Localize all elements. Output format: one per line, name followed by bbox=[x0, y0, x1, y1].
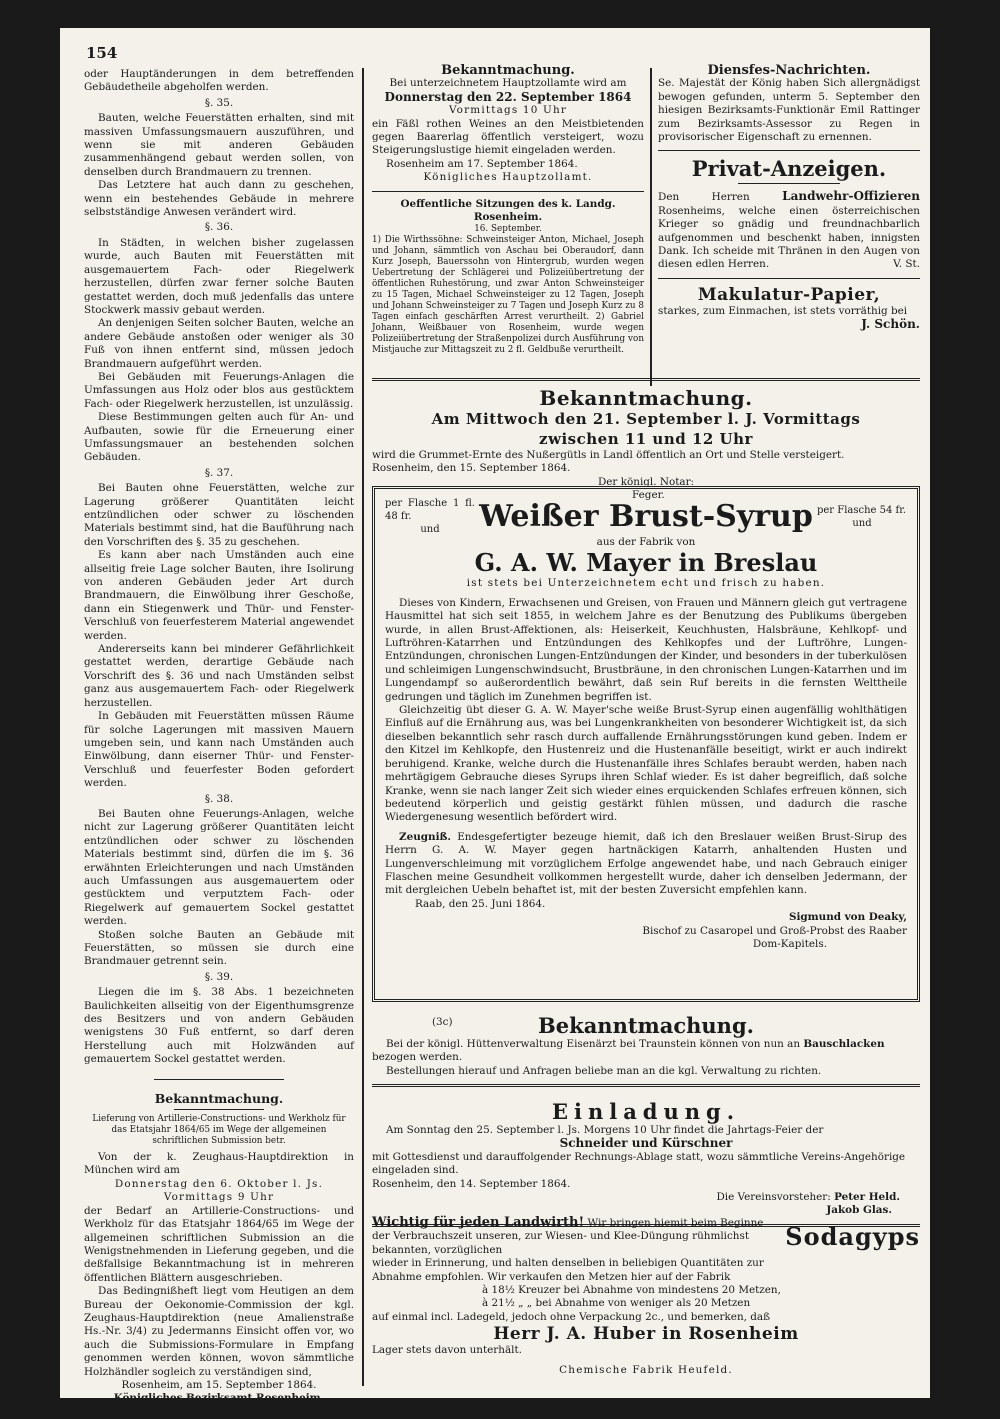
price-conjunction: und bbox=[852, 517, 872, 529]
customs-time: Vormittags 10 Uhr bbox=[448, 104, 568, 117]
fertilizer-text: Wir bringen hiemit beim Beginne der Verbrauchszeit unseren, zur Wiesen- und Klee-Düngung rühmlichst bekannten, vorzüglichen bbox=[372, 1217, 764, 1256]
thanks-ad bbox=[658, 190, 920, 271]
fertilizer-text: auf einmal incl. Ladegeld, jedoch ohne Verpackung 2c., und bemerken, daß bbox=[372, 1310, 771, 1323]
wastepaper-title: Makulatur-Papier, bbox=[697, 284, 881, 305]
syrup-maker: G. A. W. Mayer in Breslau bbox=[474, 548, 818, 578]
testimonial-place-date: Raab, den 25. Juni 1864. bbox=[415, 897, 546, 910]
notice-paragraph: Das Bedingnißheft liegt vom Heutigen an dem Bureau der Oekonomie-Commission der kgl. Zeughaus-Hauptdirektion (neue Amalienstraße Hs.-Nr. 3/4) zu Jedermanns Einsicht offen vor, wo auch die Submissions-Formulare in Empfang genommen werden können, wovon sämmtliche Holzhändler sogleich zu verständigen sind, bbox=[84, 1285, 354, 1378]
syrup-advertisement bbox=[372, 486, 920, 1002]
signature-name: Peter Held. bbox=[834, 1191, 900, 1204]
slag-text-part: Bei der königl. Hüttenverwaltung Eisenärzt bei Traunstein können von nun an bbox=[386, 1038, 801, 1050]
auction-signature: Feger. bbox=[632, 489, 665, 502]
divider bbox=[658, 150, 920, 151]
section-36-paragraph: Bei Gebäuden mit Feuerungs-Anlagen die Umfassungen aus Holz oder blos aus gestücktem Fach- oder Riegelwerk herzustellen, ist unzulässig. bbox=[84, 370, 354, 410]
fertilizer-text: Lager stets davon unterhält. bbox=[372, 1344, 522, 1357]
notice-time: Vormittags 9 Uhr bbox=[163, 1191, 275, 1204]
section-36-paragraph: In Städten, in welchen bisher zugelassen wurde, auch Bauten mit Feuerstätten mit ausgemauertem Fach- oder Riegelwerk herzustellen, dürfen zwar ferner solche Bauten gestattet werden, doch muß jedenfalls das untere Stockwerk massiv gebaut werden. bbox=[84, 236, 354, 316]
invitation-text: mit Gottesdienst und darauffolgender Rechnungs-Ablage statt, wozu sämmtliche Vereins-Angehörige eingeladen sind. bbox=[372, 1150, 906, 1177]
page-number: 154 bbox=[86, 44, 118, 62]
fertilizer-price: à 21½ „ „ bei Abnahme von weniger als 20 Metzen bbox=[482, 1297, 751, 1310]
divider bbox=[372, 378, 920, 381]
court-sessions-title: Oeffentliche Sitzungen des k. Landg. Rosenheim. bbox=[400, 197, 616, 224]
syrup-price-right bbox=[817, 504, 907, 530]
invitation-place-date: Rosenheim, den 14. September 1864. bbox=[372, 1177, 571, 1190]
divider bbox=[372, 191, 644, 192]
notice-signature: Christoph, k. Bezirksamtmann. bbox=[137, 1405, 301, 1418]
section-37-heading: §. 37. bbox=[204, 466, 234, 479]
divider bbox=[154, 1079, 284, 1080]
testimonial-label: Zeugniß. bbox=[399, 830, 452, 843]
slag-number: (3c) bbox=[432, 1016, 453, 1028]
fertilizer-body bbox=[372, 1216, 920, 1377]
auction-date: Am Mittwoch den 21. September l. J. Vormittags bbox=[431, 410, 861, 428]
syrup-price-left bbox=[385, 497, 475, 536]
invitation-title: Einladung. bbox=[551, 1099, 741, 1124]
syrup-availability: ist stets bei Unterzeichnetem echt und frisch zu haben. bbox=[466, 577, 826, 590]
section-38-paragraph: Bei Bauten ohne Feuerungs-Anlagen, welche nicht zur Lagerung größerer Quantitäten leicht entzündlichen oder schwer zu löschenden Materials bestimmt sind, dürfen die im §. 36 erwähnten Erleichterungen und nach Umständen auch Umfassungen aus ausgemauertem oder gestücktem und verputztem Fach- oder Riegelwerk auf gemauertem Sockel gestattet werden. bbox=[84, 807, 354, 928]
divider bbox=[738, 183, 840, 184]
customs-text: ein Fäßl rothen Weines an den Meistbietenden gegen Baarerlag öffentlich versteigert, wozu Steigerungslustige hiemit eingeladen werden. bbox=[372, 117, 644, 157]
section-37-paragraph: Bei Bauten ohne Feuerstätten, welche zur Lagerung größerer Quantitäten leicht entzündlichen oder schwer zu löschenden Materials bestimmt sind, hat die Bauführung nach den Vorschriften des §. 35 zu geschehen. bbox=[84, 482, 354, 548]
thanks-signature: V. St. bbox=[893, 258, 920, 271]
testimonial-signature: Sigmund von Deaky, bbox=[788, 911, 907, 924]
customs-signature: Königliches Hauptzollamt. bbox=[423, 171, 593, 184]
section-35-paragraph: Das Letztere hat auch dann zu geschehen, wenn ein bestehendes Gebäude in mehrere selbstständige Anwesen verändert wird. bbox=[84, 179, 354, 219]
customs-date: Donnerstag den 22. September 1864 bbox=[384, 89, 632, 104]
auction-notary: Der königl. Notar: bbox=[597, 475, 695, 488]
price-label: per Flasche 54 fr. bbox=[816, 504, 907, 516]
testimonial-signature-title: Dom-Kapitels. bbox=[752, 937, 827, 950]
section-39-paragraph: Liegen die im §. 38 Abs. 1 bezeichneten Baulichkeiten allseitig von der Eigenthumsgrenze des Besitzers und von andern Gebäuden wenigstens 30 Fuß entfernt, so darf deren Herstellung auch mit Holzwänden auf gemauertem Sockel gestattet werden. bbox=[84, 986, 354, 1066]
syrup-paragraph: Gleichzeitig übt dieser G. A. W. Mayer'sche weiße Brust-Syrup einen augenfällig wohlthätigen Einfluß auf die Ernährung aus, was bei Lungenkrankheiten von besonderer Wichtigkeit ist, da sich dieselben bekanntlich sehr rasch durch auffallende Ernährungsstörungen kund geben. Indem er den Kitzel im Kehlkopfe, den Hustenreiz und die Hustenanfälle beseitigt, wirkt er auch indirekt beruhigend. Kranke, welche durch die Hustenanfälle ihres Schlafes beraubt werden, haben nach mehrtägigem Gebrauche dieses Syrups ihren Schlaf wieder. Es ist daher begreiflich, daß solche Kranke, wenn sie nach langer Zeit sich wieder eines erquickenden Schlafes erfreuen können, sich bedeutend körperlich und geistig gestärkt fühlen müssen, und dadurch die rasche Wiedergenesung wesentlich befördert wird. bbox=[385, 704, 907, 824]
testimonial-text: Endesgefertigter bezeuge hiemit, daß ich den Breslauer weißen Brust-Sirup des Herrn G. A. W. Mayer gegen hartnäckigen Katarrh, anhaltenden Husten und Lungenverschleimung mit vorzüglichem Erfolge angewendet habe, und nach Gebrauch einiger Flaschen meine Gesundheit vollkommen hergestellt wurde, daher ich denselben Jedermann, der mit dergleichen Uebeln behaftet ist, mit der besten Zuversicht empfehlen kann. bbox=[385, 830, 907, 897]
signature-name: Jakob Glas. bbox=[826, 1204, 892, 1217]
slag-product: Bauschlacken bbox=[803, 1038, 885, 1050]
customs-place-date: Rosenheim am 17. September 1864. bbox=[386, 157, 578, 170]
court-sessions-date: 16. September. bbox=[474, 224, 542, 235]
notice-paragraph: der Bedarf an Artillerie-Constructions- und Werkholz für das Etatsjahr 1864/65 im Wege der allgemeinen schriftlichen Submission an die Wenigstnehmenden in Lieferung gegeben, und die deßfallsige Bekanntmachung ist in mehreren öffentlichen Blättern ausgeschrieben. bbox=[84, 1204, 354, 1284]
intro-text: oder Hauptänderungen in dem betreffenden Gebäudetheile abgeholfen werden. bbox=[84, 68, 354, 94]
section-37-paragraph: In Gebäuden mit Feuerstätten müssen Räume für solche Lagerungen mit massiven Mauern umgeben sein, und kann nach Umständen auch Einwölbung, dann eiserner Thür- und Fenster-Verschluß und feuerfester Boden gefordert werden. bbox=[84, 710, 354, 790]
fertilizer-price: à 18½ Kreuzer bei Abnahme von mindestens 20 Metzen, bbox=[482, 1284, 781, 1297]
fertilizer-advertisement bbox=[372, 1216, 920, 1377]
customs-title: Bekanntmachung. bbox=[441, 63, 575, 78]
section-38-paragraph: Stoßen solche Bauten an Gebäude mit Feuerstätten, so müssen sie durch eine Brandmauer getrennt sein. bbox=[84, 928, 354, 968]
notice-date: Donnerstag den 6. Oktober l. Js. bbox=[114, 1177, 324, 1190]
customs-text: Bei unterzeichnetem Hauptzollamte wird am bbox=[389, 77, 627, 90]
fertilizer-dealer: Herr J. A. Huber in Rosenheim bbox=[493, 1324, 799, 1345]
slag-text: Bestellungen hierauf und Anfragen beliebe man an die kgl. Verwaltung zu richten. bbox=[386, 1064, 822, 1077]
thanks-intro: Den Herren bbox=[658, 191, 750, 204]
section-36-heading: §. 36. bbox=[204, 221, 234, 234]
syrup-from: aus der Fabrik von bbox=[596, 536, 696, 548]
newspaper-page bbox=[60, 28, 930, 1418]
column-rule bbox=[362, 68, 364, 1386]
section-35-heading: §. 35. bbox=[204, 96, 234, 109]
wastepaper-signature: J. Schön. bbox=[861, 317, 920, 332]
private-ads-title: Privat-Anzeigen. bbox=[691, 156, 887, 182]
auction-time: zwischen 11 und 12 Uhr bbox=[539, 430, 753, 448]
notice-subject: Lieferung von Artillerie-Constructions- und Werkholz für das Etatsjahr 1864/65 im Wege der allgemeinen schriftlichen Submission betr. bbox=[92, 1114, 346, 1147]
price-conjunction: und bbox=[420, 524, 440, 535]
section-36-paragraph: Diese Bestimmungen gelten auch für An- und Aufbauten, sowie für die Erneuerung einer Umfassungsmauer an bestehenden solchen Gebäuden. bbox=[84, 411, 354, 464]
appointments-title: Diensfes-Nachrichten. bbox=[707, 63, 871, 78]
slag-text bbox=[372, 1038, 920, 1065]
right-column-top bbox=[658, 64, 920, 332]
auction-place-date: Rosenheim, den 15. September 1864. bbox=[372, 462, 571, 475]
wastepaper-text: starkes, zum Einmachen, ist stets vorräthig bei bbox=[658, 304, 908, 317]
divider bbox=[658, 278, 920, 279]
notice-place-date: Rosenheim, am 15. September 1864. bbox=[121, 1378, 317, 1391]
slag-notice bbox=[372, 1014, 920, 1093]
fertilizer-headline: Wichtig für jeden Landwirth! bbox=[372, 1215, 585, 1230]
notice-title: Bekanntmachung. bbox=[154, 1090, 284, 1106]
auction-text: wird die Grummet-Ernte des Nußergütls in Landl öffentlich an Ort und Stelle versteigert. bbox=[372, 449, 845, 461]
court-sessions-text: 1) Die Wirthssöhne: Schweinsteiger Anton, Michael, Joseph und Johann, sämmtlich von Aschau bei Oberaudorf, dann Kurz Joseph, Bauerssohn von Hintergrub, wurden wegen Uebertretung der Schlägerei und Polizeiübertretung der öffentlichen Ruhestörung, und zwar Anton Schweinsteiger zu 15 Tagen, Michael Schweinsteiger zu 12 Tagen, Joseph und Johann Schweinsteiger zu 7 Tagen und Joseph Kurz zu 8 Tagen einfach geschärften Arrest verurtheilt. 2) Gabriel Johann, Weißbauer von Rosenheim, wurde wegen Polizeiübertretung der Straßenpolizei durch Ausführung von Mistjauche zur Mittagszeit zu 2 fl. Geldbuße verurtheilt. bbox=[372, 235, 644, 356]
notice-signature: Königliches Bezirksamt Rosenheim. bbox=[113, 1392, 325, 1405]
fertilizer-signature: Chemische Fabrik Heufeld. bbox=[559, 1363, 733, 1376]
customs-notice bbox=[372, 64, 644, 356]
column-rule bbox=[650, 68, 652, 386]
section-36-paragraph: An denjenigen Seiten solcher Bauten, welche an andere Gebäude anstoßen oder weniger als 30 Fuß von ihnen entfernt sind, müssen jedoch Brandmauern aufgeführt werden. bbox=[84, 317, 354, 370]
invitation-notice bbox=[372, 1100, 920, 1233]
appointments-text: Se. Majestät der König haben Sich allergnädigst bewogen gefunden, unterm 5. September den hiesigen Bezirksamts-Funktionär Emil Rattinger zum Bezirksamts-Assessor zu Regen in provisorischer Eigenschaft zu ernennen. bbox=[658, 77, 920, 144]
price-label: per Flasche 1 fl. 48 fr. bbox=[385, 498, 475, 522]
syrup-header bbox=[385, 497, 907, 536]
syrup-title: Weißer Brust-Syrup bbox=[479, 498, 813, 534]
divider bbox=[174, 1109, 264, 1110]
section-38-heading: §. 38. bbox=[204, 792, 234, 805]
invitation-signatures bbox=[372, 1191, 920, 1204]
syrup-paragraph: Dieses von Kindern, Erwachsenen und Greisen, von Frauen und Männern gleich gut vertragene Hausmittel hat sich seit 1855, in welchem Jahre es der Benutzung des Publikums übergeben wurde, in allen Brust-Affektionen, als: Heiserkeit, Keuchhusten, Halsbräune, Kehlkopf- und Luftröhren-Katarrhen und Entzündungen des Kehlkopfes und der Luftröhre, Lungen-Entzündungen, chronischen Lungen-Entzündungen der Kinder, und besonders in der tuberkulösen und schleimigen Lungenschwindsucht, Brustbräune, in den chronischen Lungen-Katarrhen und im Lungendampf so außerordentlich bewährt, daß sein Ruf bereits in die fernsten Welttheile gedrungen und täglich im Zunehmen begriffen ist. bbox=[385, 596, 907, 703]
invitation-guild: Schneider und Kürschner bbox=[559, 1136, 733, 1151]
thanks-recipients: Landwehr-Offizieren bbox=[782, 189, 920, 204]
divider bbox=[372, 1084, 920, 1087]
thanks-text: Rosenheims, welche einen österreichischen Krieger so gnädig und freundnachbarlich aufgenommen und beschenkt haben, innigsten Dank. Ich scheide mit Thränen in den Augen von diesen edlen Herren. bbox=[658, 204, 920, 271]
section-37-paragraph: Es kann aber nach Umständen auch eine allseitig freie Lage solcher Bauten, ihre Isolirung von anderen Gebäuden jeder Art durch Brandmauern, die Einwölbung ihrer Geschoße, dann ein Stiegenwerk und Thür- und Fenster-Verschluß von feuerfesterem Material angewendet werden. bbox=[84, 549, 354, 642]
notice-paragraph: Von der k. Zeughaus-Hauptdirektion in München wird am bbox=[84, 1151, 354, 1177]
syrup-testimonial bbox=[385, 831, 907, 898]
left-column bbox=[84, 68, 354, 1419]
fertilizer-brand: Sodagyps bbox=[785, 1222, 920, 1251]
section-35-paragraph: Bauten, welche Feuerstätten erhalten, sind mit massiven Umfassungsmauern auszuführen, und wenn sie mit anderen Gebäuden zusammenhängend gebaut werden sollen, von denselben durch Brandmauern zu trennen. bbox=[84, 112, 354, 178]
testimonial-signature-title: Bischof zu Casaropel und Groß-Probst des Raaber bbox=[642, 924, 907, 937]
auction-notice bbox=[372, 378, 920, 503]
fertilizer-text: wieder in Erinnerung, und halten denselben in beliebigen Quantitäten zur Abnahme empfohlen. Wir verkaufen den Metzen hier auf der Fabrik bbox=[372, 1257, 764, 1283]
auction-title: Bekanntmachung. bbox=[539, 386, 753, 410]
invitation-text: Am Sonntag den 25. September l. Js. Morgens 10 Uhr findet die Jahrtags-Feier der bbox=[386, 1124, 824, 1136]
signature-label: Die Vereinsvorsteher: bbox=[716, 1191, 831, 1204]
section-37-paragraph: Andererseits kann bei minderer Gefährlichkeit gestattet werden, derartige Gebäude nach Vorschrift des §. 36 und nach Umständen selbst ganz aus ausgemauertem Fach- oder Riegelwerk herzustellen. bbox=[84, 643, 354, 709]
slag-text-part: bezogen werden. bbox=[372, 1051, 463, 1064]
slag-title: Bekanntmachung. bbox=[538, 1013, 754, 1038]
section-39-heading: §. 39. bbox=[204, 970, 234, 983]
